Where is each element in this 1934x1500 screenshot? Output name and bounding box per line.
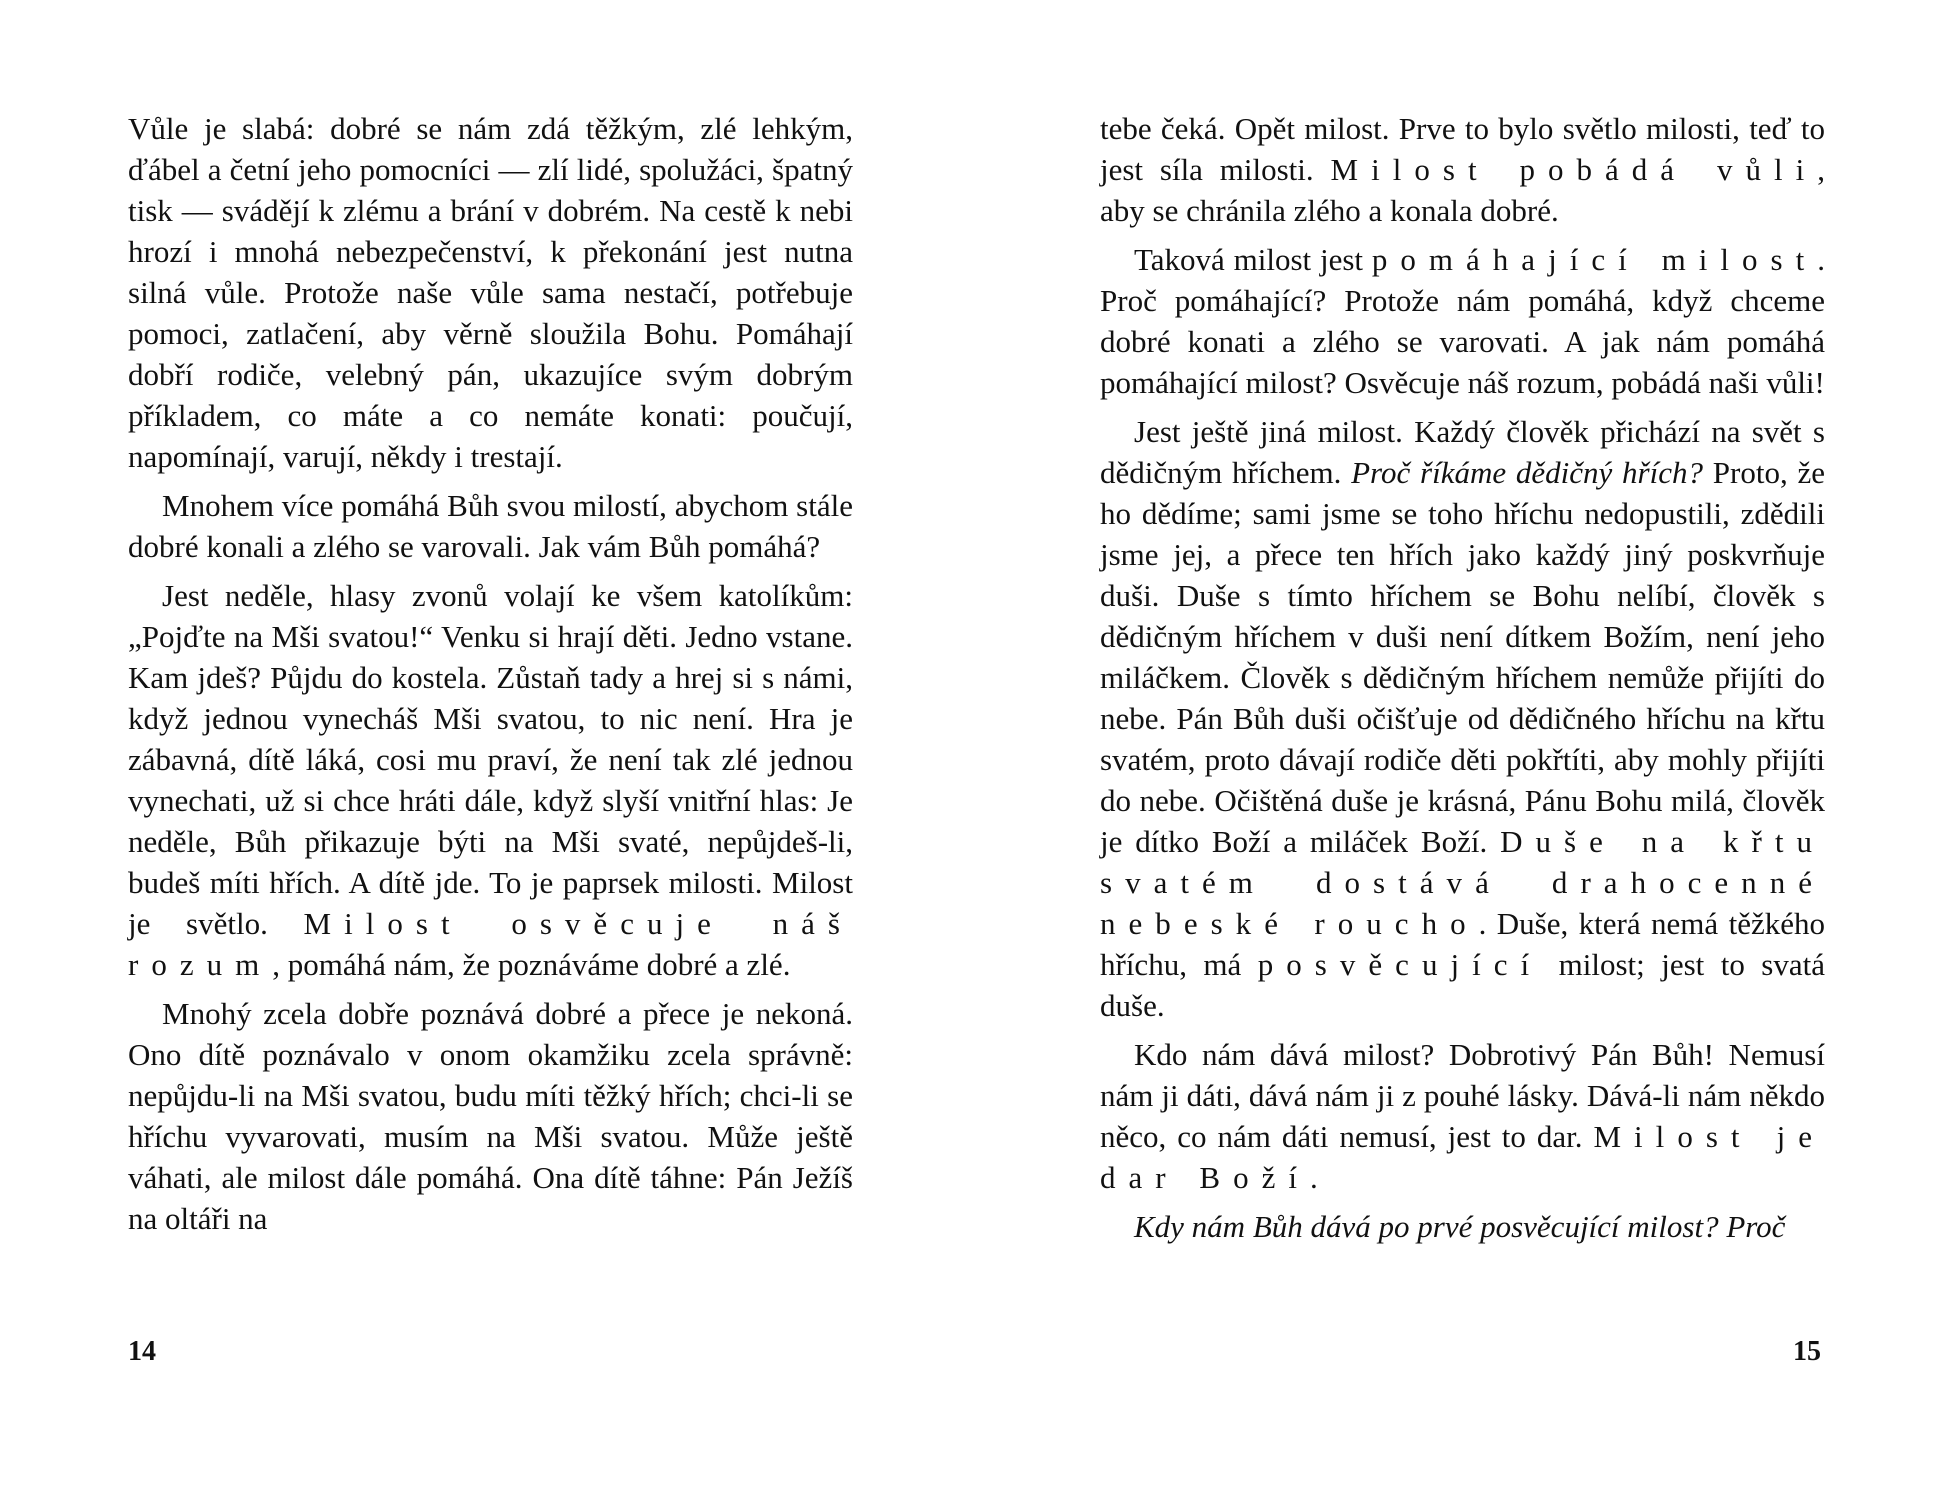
text-run: Jest neděle, hlasy zvonů volají ke všem katolíkům: „Pojďte na Mši svatou!“ Venku si hrají děti. Jedno vstane. Kam jdeš? Půjdu do kostela. Zůstaň tady a hrej si s námi, když jednou vynecháš Mši svatou, to nic není. Hra je zábavná, dítě láká, cosi mu praví, že není tak zlé jednou vynechati, už si chce hráti dále, když slyší vnitřní hlas: Je neděle, Bůh přikazuje býti na Mši svaté, nepůjdeš-li, budeš míti hřích. A dítě jde. To je paprsek milosti. Milost je světlo. bbox=[128, 578, 853, 941]
text-run: . bbox=[1310, 1160, 1318, 1195]
paragraph bbox=[128, 108, 853, 477]
paragraph bbox=[1100, 239, 1825, 403]
paragraph bbox=[128, 485, 853, 567]
paragraph bbox=[1100, 1034, 1825, 1198]
spaced-emphasis: Milost je dar Boží bbox=[1100, 1119, 1825, 1195]
spaced-emphasis: posvěcující bbox=[1257, 947, 1543, 982]
text-run: Taková milost jest bbox=[1134, 242, 1372, 277]
paragraph bbox=[1100, 411, 1825, 1026]
spaced-emphasis: Duše na křtu svatém dostává drahocenné nebeské roucho bbox=[1100, 824, 1825, 941]
text-run: Jest ještě jiná milost. Každý člověk přichází na svět s dědičným hříchem. bbox=[1100, 414, 1825, 490]
page-number-right: 15 bbox=[1793, 1336, 1821, 1367]
text-run: , aby se chránila zlého a konala dobré. bbox=[1100, 152, 1825, 228]
text-run: Kdo nám dává milost? Dobrotivý Pán Bůh! Nemusí nám ji dáti, dává nám ji z pouhé lásky. Dává-li nám někdo něco, co nám dáti nemusí, jest to dar. bbox=[1100, 1037, 1825, 1154]
text-run: Mnohem více pomáhá Bůh svou milostí, abychom stále dobré konali a zlého se varovali. Jak vám Bůh pomáhá? bbox=[128, 488, 853, 564]
text-run: Kdy nám Bůh dává po prvé posvěcující milost? Proč bbox=[1134, 1209, 1786, 1244]
left-page-text bbox=[128, 108, 853, 1239]
spaced-emphasis: pomáhající milost bbox=[1371, 242, 1818, 277]
paragraph bbox=[128, 993, 853, 1239]
text-run: . Duše, která nemá těžkého hříchu, má bbox=[1100, 906, 1825, 982]
text-run: Mnohý zcela dobře poznává dobré a přece je nekoná. Ono dítě poznávalo v onom okamžiku zcela správně: nepůjdu-li na Mši svatou, budu míti těžký hřích; chci-li se hříchu vyvarovati, musím na Mši svatou. Může ještě váhati, ale milost dále pomáhá. Ona dítě táhne: Pán Ježíš na oltáři na bbox=[128, 996, 853, 1236]
text-run: , pomáhá nám, že poznáváme dobré a zlé. bbox=[272, 947, 791, 982]
paragraph bbox=[1100, 108, 1825, 231]
paragraph bbox=[128, 575, 853, 985]
spaced-emphasis: Milost osvěcuje náš rozum bbox=[128, 906, 854, 982]
right-page bbox=[1100, 108, 1825, 1255]
paragraph bbox=[1100, 1206, 1825, 1247]
italic-question: Proč říkáme dědičný hřích? bbox=[1351, 455, 1703, 490]
left-page bbox=[128, 108, 853, 1247]
page-number-left: 14 bbox=[128, 1336, 156, 1367]
spaced-emphasis: Milost pobádá vůli bbox=[1330, 152, 1818, 187]
text-run: Vůle je slabá: dobré se nám zdá těžkým, zlé lehkým, ďábel a četní jeho pomocníci — zlí lidé, spolužáci, špatný tisk — svádějí k zlému a brání v dobrém. Na cestě k nebi hrozí i mnohá nebezpečenství, k překonání jest nutna silná vůle. Protože naše vůle sama nestačí, potřebuje pomoci, zatlačení, aby věrně sloužila Bohu. Pomáhají dobří rodiče, velebný pán, ukazujíce svým dobrým příkladem, co máte a co nemáte konati: poučují, napomínají, varují, někdy i trestají. bbox=[128, 111, 853, 474]
text-run: . Proč pomáhající? Protože nám pomáhá, když chceme dobré konati a zlého se varovati. A jak nám pomáhá pomáhající milost? Osvěcuje náš rozum, pobádá naši vůli! bbox=[1100, 242, 1825, 400]
right-page-text bbox=[1100, 108, 1825, 1247]
text-run: Proto, že ho dědíme; sami jsme se toho hříchu nedopustili, zdědili jsme jej, a přece ten hřích jako každý jiný poskvrňuje duši. Duše s tímto hříchem se Bohu nelíbí, člověk s dědičným hříchem v duši není dítkem Božím, není jeho miláčkem. Člověk s dědičným hříchem nemůže přijíti do nebe. Pán Bůh duši očišťuje od dědičného hříchu na křtu svatém, proto dávají rodiče děti pokřtíti, aby mohly přijíti do nebe. Očištěná duše je krásná, Pánu Bohu milá, člověk je dítko Boží a miláček Boží. bbox=[1100, 455, 1825, 859]
text-run: tebe čeká. Opět milost. Prve to bylo světlo milosti, teď to jest síla milosti. bbox=[1100, 111, 1825, 187]
text-run: milost; jest to svatá duše. bbox=[1100, 947, 1825, 1023]
